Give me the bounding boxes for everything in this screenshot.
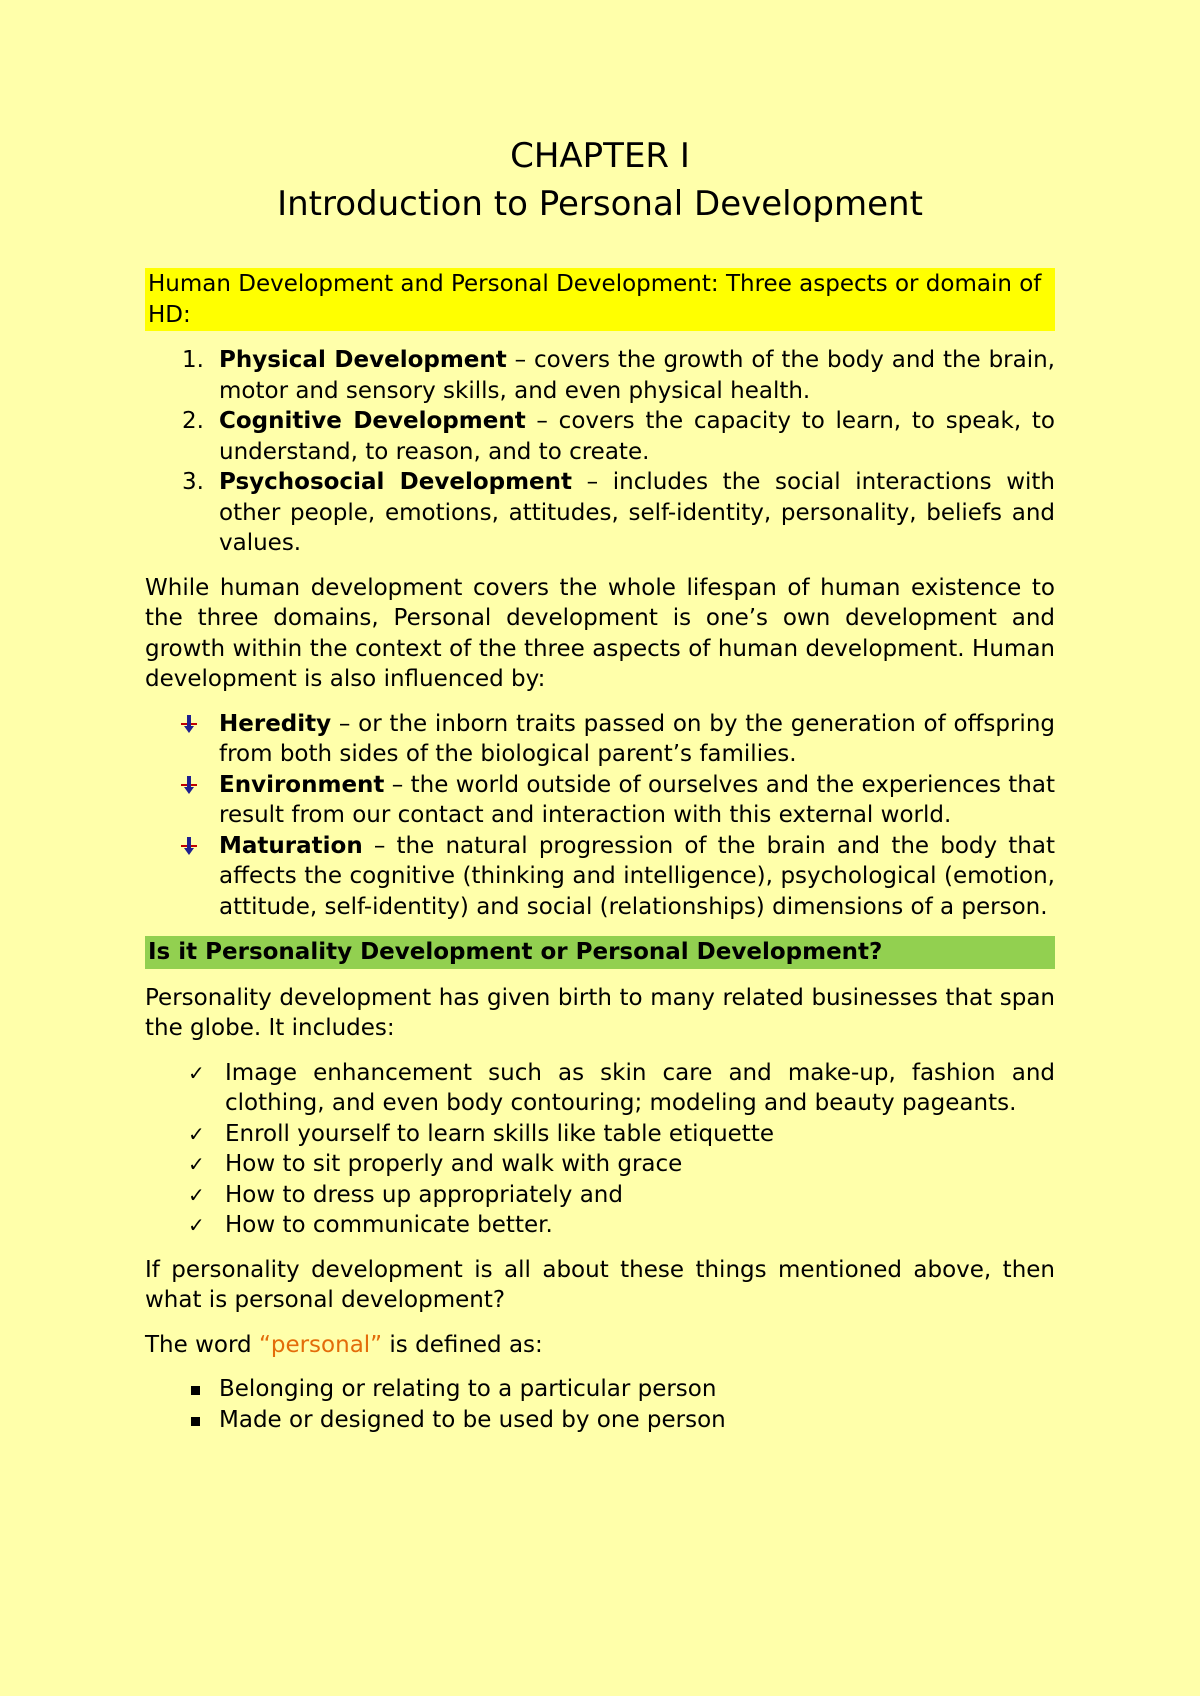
list-item-text: How to communicate better.	[225, 1212, 553, 1238]
definition-word: “personal”	[258, 1331, 383, 1358]
list-item	[145, 831, 1055, 923]
domain-term: Physical Development	[219, 347, 507, 373]
check-icon: ✓	[188, 1213, 205, 1237]
document-content	[145, 132, 1055, 1449]
influence-text: – the natural progression of the brain and the body that affects the cognitive (thinking and intelligence), psychological (emotion, attitude, self-identity) and social (relationships) dimensions of a person.	[219, 832, 1055, 920]
definition-prefix: The word	[145, 1331, 259, 1358]
domain-text: – includes the social interactions with other people, emotions, attitudes, self-identity, personality, beliefs and values.	[219, 469, 1055, 556]
influence-term: Heredity	[219, 710, 332, 737]
section-heading-domains: Human Development and Personal Development: Three aspects or domain of HD:	[145, 268, 1055, 331]
list-item	[145, 1058, 1055, 1119]
paragraph-question: If personality development is all about these things mentioned above, then what is personal development?	[145, 1256, 1055, 1313]
domain-text: – covers the growth of the body and the brain, motor and sensory skills, and even physical health.	[219, 347, 1055, 404]
list-item	[145, 770, 1055, 831]
list-item-text: How to dress up appropriately and	[225, 1181, 623, 1208]
check-icon: ✓	[188, 1060, 205, 1085]
personality-list	[145, 1058, 1055, 1241]
list-item	[145, 1405, 1055, 1436]
list-item-text: Belonging or relating to a particular person	[219, 1376, 717, 1402]
domain-term: Psychosocial Development	[219, 469, 573, 495]
influence-term: Maturation	[219, 832, 363, 859]
paragraph-lifespan: While human development covers the whole lifespan of human existence to the three domains, Personal development is one’s own development and growth within the context of the three aspects of human development. Human development is also influenced by:	[145, 574, 1055, 692]
down-arrow-bullet-icon	[181, 776, 197, 794]
chapter-label: CHAPTER I	[510, 136, 690, 176]
domain-term: Cognitive Development	[219, 408, 526, 434]
list-item-text: Made or designed to be used by one person	[219, 1406, 726, 1433]
list-item-text: Enroll yourself to learn skills like table etiquette	[225, 1120, 774, 1147]
list-item	[145, 1119, 1055, 1150]
list-item	[145, 1149, 1055, 1180]
list-item	[145, 1374, 1055, 1405]
influence-text: – or the inborn traits passed on by the generation of offspring from both sides of the biological parent’s families.	[219, 710, 1055, 767]
square-bullet-icon	[191, 1417, 200, 1426]
paragraph-definition	[145, 1330, 1055, 1361]
meanings-list	[145, 1374, 1055, 1435]
list-item-text: How to sit properly and walk with grace	[225, 1151, 683, 1177]
list-number: 3.	[182, 469, 204, 495]
list-number: 2.	[182, 408, 204, 434]
square-bullet-icon	[191, 1386, 200, 1395]
list-number: 1.	[182, 347, 204, 373]
list-item	[145, 709, 1055, 770]
chapter-title: Introduction to Personal Development	[277, 184, 923, 224]
section-heading-personality: Is it Personality Development or Personal Development?	[145, 936, 1055, 969]
influences-list	[145, 709, 1055, 923]
spacer	[145, 228, 1055, 268]
list-item	[145, 345, 1055, 406]
down-arrow-bullet-icon	[181, 715, 197, 733]
list-item-text: Image enhancement such as skin care and make-up, fashion and clothing, and even body contouring; modeling and beauty pageants.	[225, 1059, 1055, 1116]
list-item	[145, 467, 1055, 559]
influence-term: Environment	[219, 771, 385, 798]
list-item	[145, 1180, 1055, 1211]
list-item	[145, 406, 1055, 467]
definition-suffix: is defined as:	[382, 1331, 543, 1358]
domain-text: – covers the capacity to learn, to speak, to understand, to reason, and to create.	[219, 408, 1055, 465]
paragraph-personality-intro: Personality development has given birth to many related businesses that span the globe. It includes:	[145, 984, 1055, 1041]
check-icon: ✓	[188, 1152, 205, 1176]
influence-text: – the world outside of ourselves and the experiences that result from our contact and interaction with this external world.	[219, 771, 1055, 828]
check-icon: ✓	[188, 1121, 205, 1146]
list-item	[145, 1210, 1055, 1241]
down-arrow-bullet-icon	[181, 837, 197, 855]
domains-list	[145, 345, 1055, 559]
check-icon: ✓	[188, 1182, 205, 1207]
